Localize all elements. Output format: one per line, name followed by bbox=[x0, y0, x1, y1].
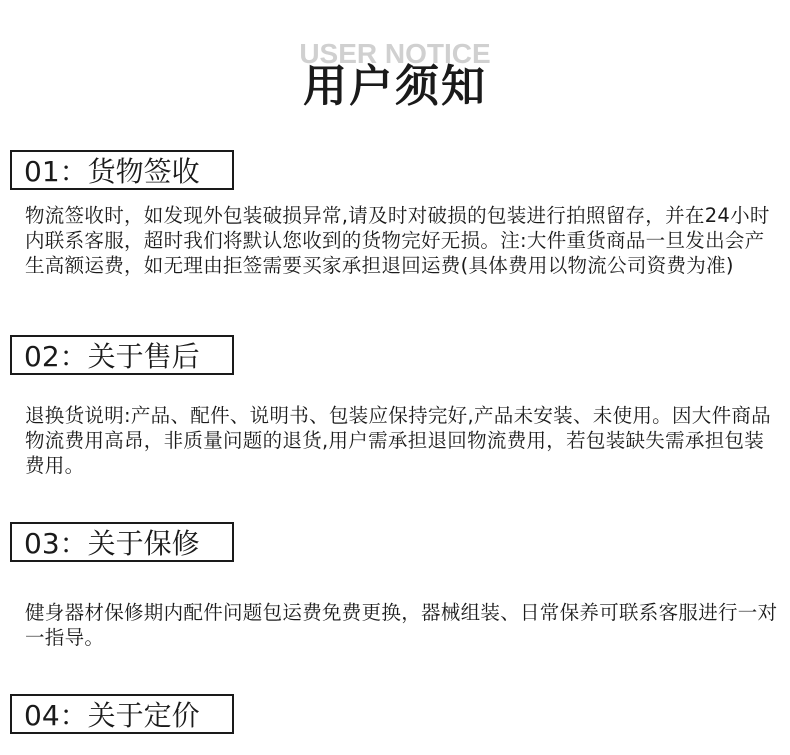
section-heading-box bbox=[10, 694, 234, 734]
section-heading-box bbox=[10, 335, 234, 375]
section-body-text: 健身器材保修期内配件问题包运费免费更换，器械组装、日常保养可联系客服进行一对一指导。 bbox=[25, 601, 778, 649]
section-heading: 01：货物签收 bbox=[24, 155, 200, 188]
section-body-text: 退换货说明:产品、配件、说明书、包装应保持完好,产品未安装、未使用。因大件商品物流费用高昂，非质量问题的退货,用户需承担退回物流费用，若包装缺失需承担包装费用。 bbox=[25, 404, 771, 477]
section-heading: 02：关于售后 bbox=[24, 340, 200, 373]
section-heading: 04：关于定价 bbox=[24, 699, 200, 732]
section-heading-box bbox=[10, 150, 234, 190]
header-background-title: USER NOTICE bbox=[299, 38, 491, 69]
page-title: 用户须知 bbox=[303, 61, 487, 112]
section-heading-box bbox=[10, 522, 234, 562]
section-heading: 03：关于保修 bbox=[24, 527, 200, 560]
section-body-text: 物流签收时，如发现外包装破损异常,请及时对破损的包装进行拍照留存，并在24小时内联系客服，超时我们将默认您收到的货物完好无损。注:大件重货商品一旦发出会产生高额运费，如无理由拒签需要买家承担退回运费(具体费用以物流公司资费为准) bbox=[25, 204, 770, 277]
notice-header bbox=[0, 30, 790, 120]
